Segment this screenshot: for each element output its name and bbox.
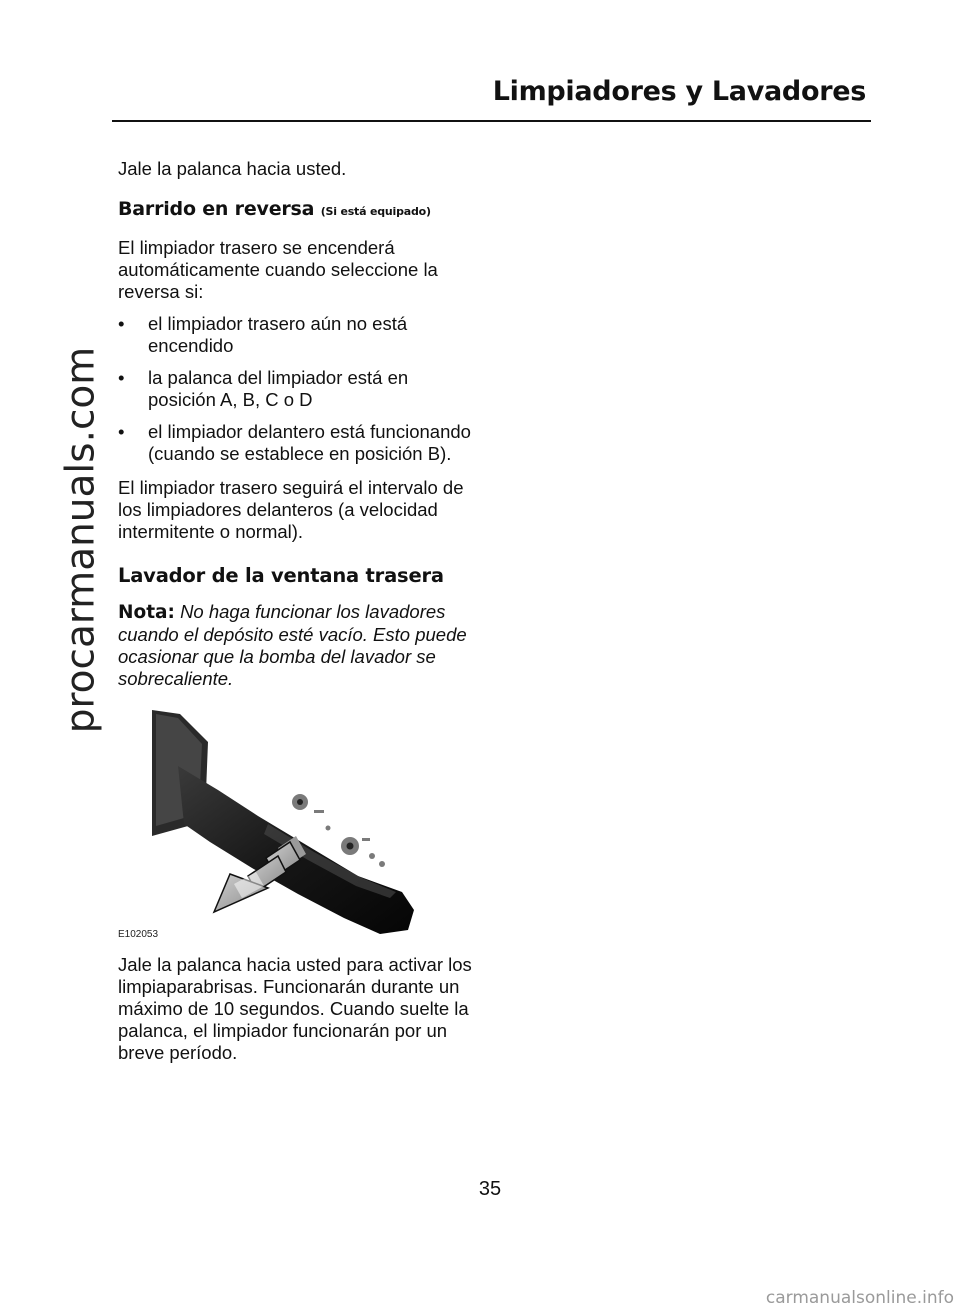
bullet-icon: • (118, 367, 125, 388)
bullet-icon: • (118, 313, 125, 334)
subheading-qualifier: (Si está equipado) (320, 205, 431, 218)
intro-text: Jale la palanca hacia usted. (118, 158, 347, 179)
bullet-icon: • (118, 421, 125, 442)
subheading-reverse-wipe (118, 198, 478, 223)
bottom-watermark: carmanualsonline.info (765, 1288, 954, 1308)
page-title: Limpiadores y Lavadores (492, 76, 866, 107)
figure-code: E102053 (118, 929, 159, 940)
subheading-main: Barrido en reversa (118, 198, 315, 220)
paragraph-rear-wiper-reverse: El limpiador trasero se encenderá automáticamente cuando seleccione la reversa si: (118, 237, 438, 302)
paragraph-pull-lever: Jale la palanca hacia usted para activar los limpiaparabrisas. Funcionarán durante un máximo de 10 segundos. Cuando suelte la palanca, el limpiador funcionarán por un breve período. (118, 954, 472, 1063)
page-number: 35 (478, 1178, 502, 1200)
list-item (118, 367, 478, 411)
list-item (118, 313, 478, 357)
list-item-text: el limpiador trasero aún no está encendido (148, 313, 408, 356)
list-item-text: la palanca del limpiador está en posición A, B, C o D (148, 367, 409, 410)
wiper-stalk-pull-arrow-illustration (118, 706, 448, 946)
side-watermark-text: procarmanuals.com (58, 346, 104, 734)
side-watermark (58, 300, 104, 780)
wiper-stalk-figure (118, 706, 448, 946)
paragraph-rear-interval: El limpiador trasero seguirá el intervalo de los limpiadores delanteros (a velocidad intermitente o normal). (118, 477, 464, 542)
condition-list (118, 313, 478, 465)
main-column (118, 158, 478, 1074)
list-item (118, 421, 478, 465)
title-divider (112, 120, 871, 122)
note-text: No haga funcionar los lavadores cuando el depósito esté vacío. Esto puede ocasionar que la bomba del lavador se sobrecaliente. (118, 601, 467, 689)
section-heading-rear-washer: Lavador de la ventana trasera (118, 564, 444, 587)
note (118, 601, 478, 690)
list-item-text: el limpiador delantero está funcionando (cuando se establece en posición B). (148, 421, 471, 464)
note-label: Nota: (118, 602, 175, 623)
